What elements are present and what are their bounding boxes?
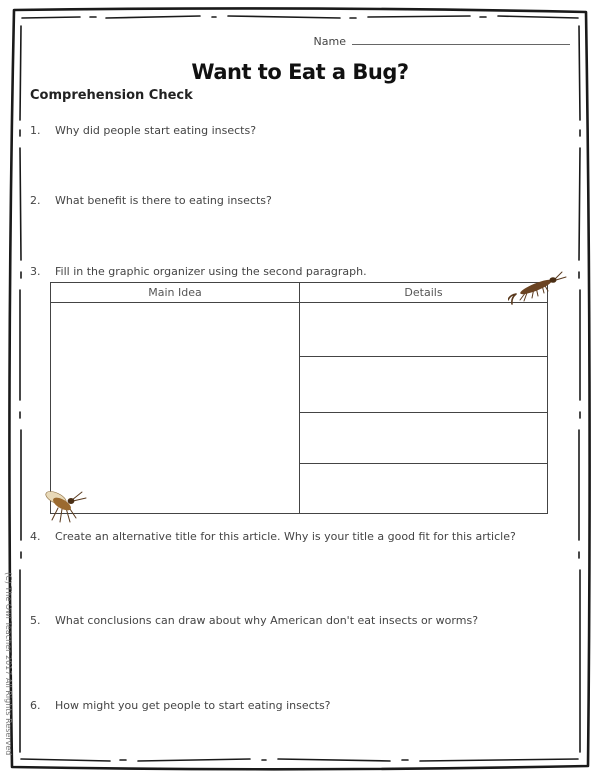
- details-box[interactable]: [300, 303, 547, 356]
- question-text: Create an alternative title for this article. Why is your title a good fit for this article?: [55, 530, 516, 543]
- question-number: 4.: [30, 530, 41, 543]
- name-label: Name: [313, 35, 346, 48]
- question-5: [30, 614, 478, 627]
- details-box[interactable]: [300, 413, 547, 463]
- question-text: What benefit is there to eating insects?: [55, 194, 272, 207]
- name-field[interactable]: [0, 34, 570, 48]
- question-3: [30, 265, 367, 278]
- main-idea-box[interactable]: [51, 303, 299, 513]
- question-text: Why did people start eating insects?: [55, 124, 257, 137]
- worksheet-title: Want to Eat a Bug?: [191, 60, 409, 84]
- details-box[interactable]: [300, 357, 547, 412]
- question-number: 2.: [30, 194, 41, 207]
- question-2: [30, 194, 272, 207]
- question-text: What conclusions can draw about why American don't eat insects or worms?: [55, 614, 479, 627]
- copyright-notice: (C) The Owl Teacher 2017 All Rights Reserved: [4, 572, 13, 756]
- details-header: Details: [300, 283, 547, 303]
- name-line[interactable]: [352, 34, 570, 45]
- question-6: [30, 699, 331, 712]
- earwig-icon: [508, 268, 570, 306]
- question-text: Fill in the graphic organizer using the second paragraph.: [55, 265, 367, 278]
- main-idea-header: Main Idea: [51, 283, 299, 303]
- question-number: 5.: [30, 614, 41, 627]
- question-1: [30, 124, 256, 137]
- graphic-organizer: [50, 282, 548, 514]
- question-number: 1.: [30, 124, 41, 137]
- question-4: [30, 530, 516, 543]
- details-box[interactable]: [300, 464, 547, 513]
- question-text: How might you get people to start eating insects?: [55, 699, 331, 712]
- wasp-icon: [42, 484, 90, 526]
- question-number: 6.: [30, 699, 41, 712]
- question-number: 3.: [30, 265, 41, 278]
- section-heading: Comprehension Check: [30, 88, 193, 103]
